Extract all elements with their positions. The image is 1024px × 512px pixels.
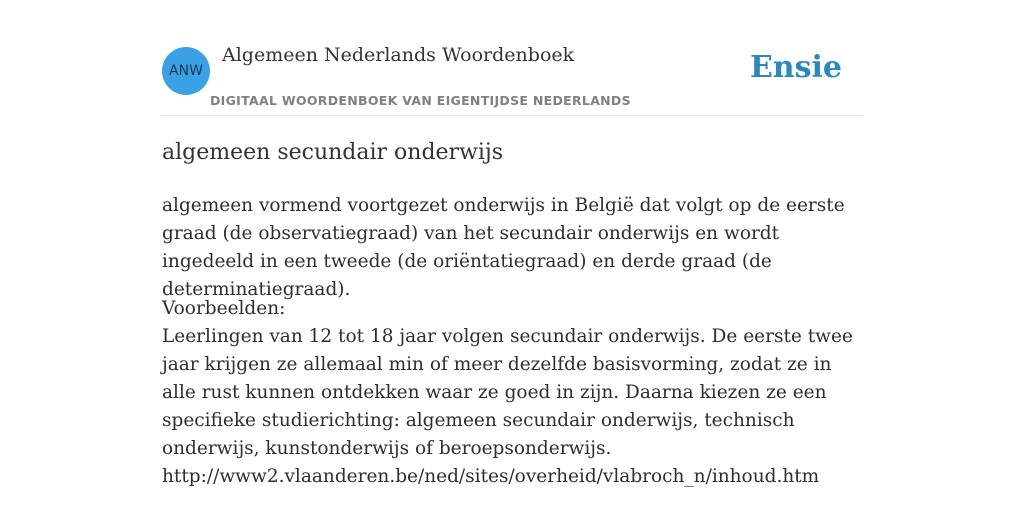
examples-label: Voorbeelden: xyxy=(162,298,286,319)
ensie-brand-link[interactable]: Ensie xyxy=(749,50,842,85)
examples-section xyxy=(162,295,862,491)
example-text: Leerlingen van 12 tot 18 jaar volgen secundair onderwijs. De eerste twee jaar krijgen ze allemaal min of meer dezelfde basisvorming, zodat ze in alle rust kunnen ontdekken waar ze goed in zijn. Daarna kiezen ze een specifieke studierichting: algemeen secundair onderwijs, technisch onderwijs, kunstonderwijs of beroepsonderwijs. xyxy=(162,326,853,459)
page xyxy=(162,0,862,512)
site-title[interactable]: Algemeen Nederlands Woordenboek xyxy=(222,44,575,66)
entry-headword: algemeen secundair onderwijs xyxy=(162,140,504,165)
entry-definition: algemeen vormend voortgezet onderwijs in België dat volgt op de eerste graad (de observatiegraad) van het secundair onderwijs en wordt ingedeeld in een tweede (de oriëntatiegraad) en derde graad (de determinatiegraad). xyxy=(162,195,845,300)
header-divider xyxy=(162,115,862,116)
anw-logo[interactable]: ANW xyxy=(162,47,210,95)
example-source: http://www2.vlaanderen.be/ned/sites/overheid/vlabroch_n/inhoud.htm xyxy=(162,466,820,487)
site-subtitle: DIGITAAL WOORDENBOEK VAN EIGENTIJDSE NEDERLANDS xyxy=(210,93,631,108)
